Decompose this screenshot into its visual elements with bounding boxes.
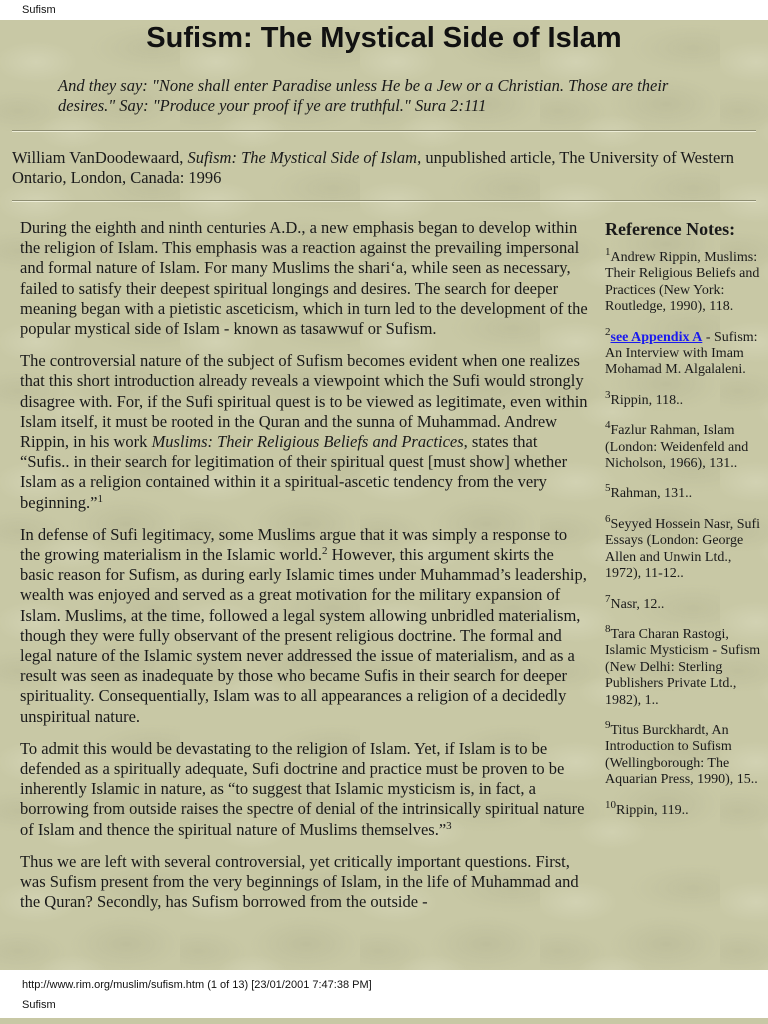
body-paragraph [20,739,590,840]
print-running-title: Sufism [22,4,56,16]
book-title: Muslims: Their Religious Beliefs and Practices [151,432,464,452]
citation-details: , unpublished article, The University of Western Ontario, London, Canada: 1996 [12,148,735,187]
reference-note [605,592,765,613]
epigraph-line: And they say: "None shall enter Paradise unless He be a Jew or a Christian. Those are their [58,76,669,95]
body-paragraph: During the eighth and ninth centuries A.D., a new emphasis began to develop within the religion of Islam. This emphasis was a reaction against the prevailing impersonal and formal nature of Islam. For many Muslims the shari‘a, while seen as necessary, failed to satisfy their deepest spiritual longings and desires. The search for deeper meaning began with a pietistic asceticism, which in turn led to the development of the popular mystical side of Islam - known as tasawwuf or Sufism. [20,218,588,339]
text-run: In defense of Sufi legitimacy, some Muslims argue that it was simply a response to the growing materialism in the Islamic world. [20,524,568,565]
note-text: Nasr, 12.. [610,596,665,612]
note-number: 7 [605,592,611,605]
print-running-title: Sufism [22,999,56,1011]
divider [12,130,756,132]
reference-note [605,388,765,409]
note-text: Rippin, 118.. [610,392,684,408]
appendix-a-link[interactable]: see Appendix A [610,329,703,345]
reference-notes [605,218,765,833]
reference-note [605,718,765,789]
reference-notes-heading: Reference Notes: [605,219,736,239]
text-run: To admit this would be devastating to the religion of Islam. Yet, if Islam is to be defended as a spiritually adequate, Sufi doctrine and practice must be proven to be inherently Islamic in nature, as “to suggest that Islamic mysticism is, in fact, a borrowing from outside raises the spectre of denial of the intrinsically spiritual nature of Islam and thence the spiritual nature of Muslims themselves.” [20,738,585,839]
footnote-ref[interactable]: 1 [97,492,103,505]
footnote-ref[interactable]: 2 [321,545,328,558]
reference-note [605,246,765,316]
note-number: 3 [605,388,611,401]
reference-note [605,622,765,709]
note-text: Rahman, 131.. [610,486,693,502]
epigraph-line: desires." Say: "Produce your proof if ye are truthful." Sura 2:111 [58,96,487,115]
note-number: 10 [605,798,616,811]
body-paragraph: Thus we are left with several controversial, yet critically important questions. First, was Sufism present from the very beginnings of Islam, in the life of Muhammad and the Quran? Secondly, has Sufism borrowed from the outside - [20,851,579,912]
reference-note [605,482,765,502]
page-title: Sufism: The Mystical Side of Islam [146,22,622,54]
body-paragraph [20,351,590,513]
note-number: 9 [605,718,611,731]
footnote-ref[interactable]: 3 [446,819,452,832]
note-number: 4 [605,419,611,432]
article-body [20,218,590,925]
note-number: 1 [605,246,611,258]
text-run: , states that “Sufis.. in their search for legitimation of their spiritual quest [must show] whether Islam as a religion contained within it a spiritual-ascetic tendency from the very beginning.” [20,432,568,512]
next-page-edge [0,1018,768,1024]
reference-note [605,419,765,472]
text-run: The controversial nature of the subject of Sufism becomes evident when one realizes that this short introduction already reveals a viewpoint which the Sufi would strongly disagree with. For, if the Sufi spiritual quest is to be viewed as legitimate, even within Islam itself, it must be rooted in the Quran and the sunna of Muhammad. Andrew Rippin, in his work [20,351,588,452]
epigraph-quote [58,76,738,116]
note-text: Titus Burckhardt, An Introduction to Sufism (Wellingborough: The Aquarian Press, 1990), 15.. [605,722,758,788]
article-citation [12,148,752,188]
note-text: Fazlur Rahman, Islam (London: Weidenfeld and Nicholson, 1966), 131.. [605,423,749,472]
page-url: http://www.rim.org/muslim/sufism.htm (1 of 13) [23/01/2001 7:47:38 PM] [22,979,372,991]
print-footer [0,970,768,1024]
reference-note [605,798,765,819]
page-content [0,20,768,970]
reference-note [605,512,765,583]
print-header [0,0,768,20]
note-number: 2 [605,325,611,338]
citation-work-title: Sufism: The Mystical Side of Islam [187,148,418,167]
note-number: 8 [605,622,611,635]
note-text: - Sufism: An Interview with Imam Mohamad M. Algalaleni. [605,329,758,378]
note-text: Rippin, 119.. [616,802,689,818]
divider [12,200,756,202]
note-number: 5 [605,482,611,495]
citation-author: William VanDoodewaard, [12,148,184,167]
note-text: Tara Charan Rastogi, Islamic Mysticism - Sufism (New Delhi: Sterling Publishers Private Ltd., 1982), 1.. [605,626,761,708]
body-paragraph [20,525,590,727]
reference-note [605,325,765,379]
note-text: Seyyed Hossein Nasr, Sufi Essays (London: George Allen and Unwin Ltd., 1972), 11-12.. [605,516,761,582]
text-run: However, this argument skirts the basic reason for Sufism, as during early Islamic times under Muhammad’s leadership, wealth was enjoyed and served as a great motivation for the military expansion of Islam. Muslims, at the time, followed a legal system allowing unbridled materialism, though they were fully observant of the present religious doctrine. The formal and legal nature of the Islamic system never addressed the issue of materialism, and as a result was seen as inadequate by those who became Sufis in their search for deeper spirituality. Consequentially, Islam was to all appearances a religion of a decidedly unspiritual nature. [20,545,587,726]
note-number: 6 [605,512,611,525]
note-text: Andrew Rippin, Muslims: Their Religious Beliefs and Practices (New York: Routledge, 1990), 118. [605,250,760,315]
